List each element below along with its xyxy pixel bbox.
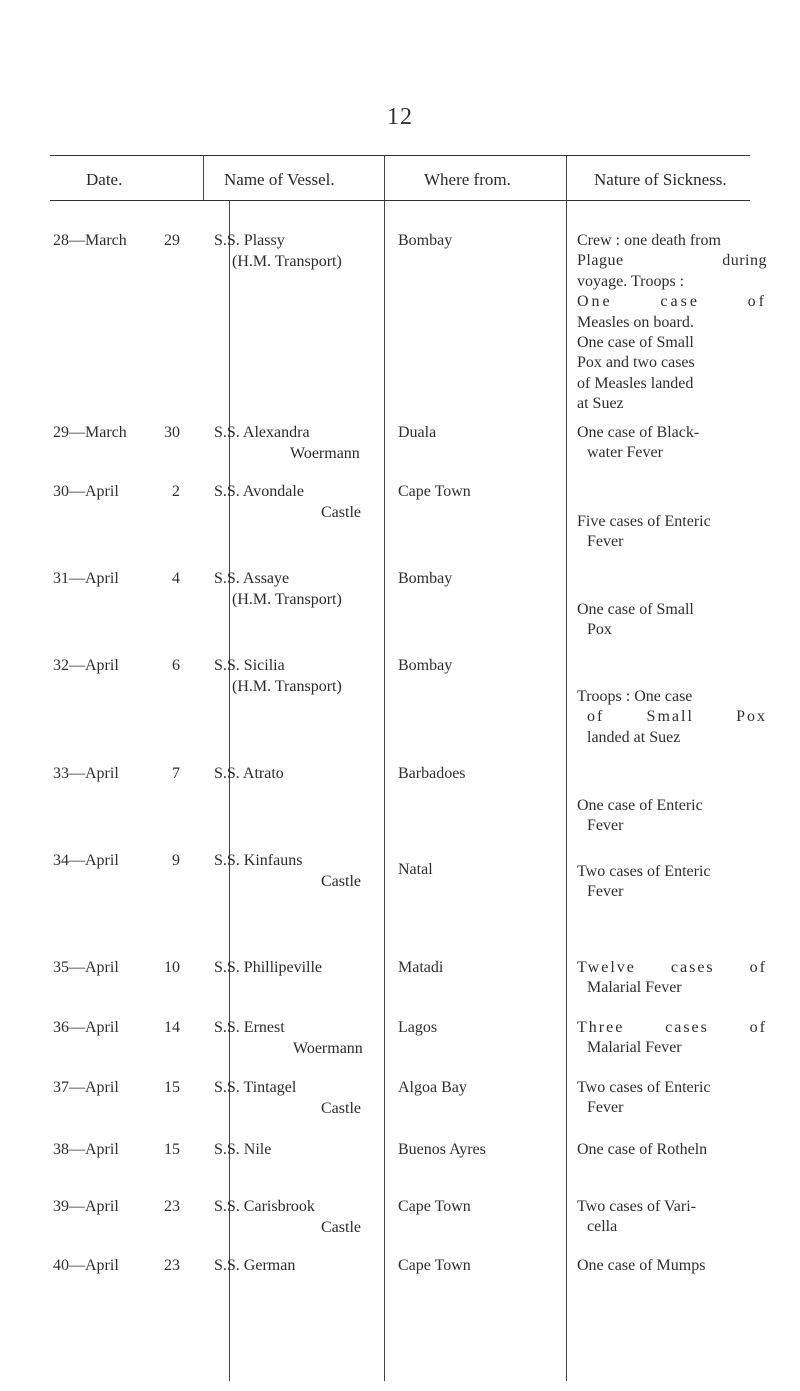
nature-of-sickness: Two cases of Enteric Fever xyxy=(577,1079,711,1117)
vessel-name-cont: Woermann xyxy=(290,445,360,462)
row-day: 4 xyxy=(172,570,180,587)
where-from: Buenos Ayres xyxy=(398,1141,486,1158)
nature-of-sickness: Two cases of Enteric Fever xyxy=(577,863,711,901)
nature-of-sickness: Three cases of Malarial Fever xyxy=(577,1019,767,1057)
vessel-name-cont: Castle xyxy=(321,1219,361,1236)
vessel-name: S.S. Tintagel xyxy=(214,1079,297,1096)
where-from: Cape Town xyxy=(398,1198,471,1215)
nature-of-sickness: One case of Mumps xyxy=(577,1257,706,1274)
vessel-name: S.S. Sicilia xyxy=(214,657,285,674)
row-day: 7 xyxy=(172,765,180,782)
where-from: Algoa Bay xyxy=(398,1079,467,1096)
nature-of-sickness: One case of Enteric Fever xyxy=(577,797,703,835)
vessel-name-cont: Woermann xyxy=(293,1040,363,1057)
row-number-month: 28—March xyxy=(53,232,127,249)
vessel-name-cont: (H.M. Transport) xyxy=(232,253,342,270)
where-from: Matadi xyxy=(398,959,444,976)
row-day: 29 xyxy=(164,232,180,249)
vessel-name-cont: Castle xyxy=(321,873,361,890)
where-from: Bombay xyxy=(398,570,453,587)
where-from: Bombay xyxy=(398,657,453,674)
vessel-name: S.S. Plassy xyxy=(214,232,285,249)
nature-of-sickness: Troops : One case of Small Pox landed at Suez xyxy=(577,688,767,746)
vessel-name-cont: Castle xyxy=(321,504,361,521)
nature-of-sickness: Twelve cases of Malarial Fever xyxy=(577,959,767,997)
nature-of-sickness: One case of Small Pox xyxy=(577,601,694,639)
header-nature: Nature of Sickness. xyxy=(594,170,727,189)
column-divider-2 xyxy=(384,156,385,200)
row-number-month: 39—April xyxy=(53,1198,119,1215)
body-divider-2 xyxy=(384,201,385,1381)
row-number-month: 33—April xyxy=(53,765,119,782)
vessel-name-cont: (H.M. Transport) xyxy=(232,678,342,695)
table-top-rule xyxy=(50,155,750,156)
nature-of-sickness: Two cases of Vari- cella xyxy=(577,1198,696,1236)
row-day: 15 xyxy=(164,1079,180,1096)
row-number-month: 31—April xyxy=(53,570,119,587)
row-number-month: 32—April xyxy=(53,657,119,674)
row-number-month: 30—April xyxy=(53,483,119,500)
row-day: 14 xyxy=(164,1019,180,1036)
where-from: Natal xyxy=(398,861,433,878)
nature-of-sickness: One case of Black- water Fever xyxy=(577,424,700,462)
vessel-name: S.S. Ernest xyxy=(214,1019,285,1036)
row-number-month: 29—March xyxy=(53,424,127,441)
nature-of-sickness: Crew : one death from Plague during voyage. Troops : One case of Measles on board. One case of Small Pox and two cases of Measles landed at Suez xyxy=(577,232,767,413)
vessel-name: S.S. Atrato xyxy=(214,765,284,782)
row-number-month: 37—April xyxy=(53,1079,119,1096)
vessel-name: S.S. Carisbrook xyxy=(214,1198,315,1215)
row-day: 10 xyxy=(164,959,180,976)
column-divider-1 xyxy=(203,156,204,200)
where-from: Lagos xyxy=(398,1019,438,1036)
vessel-name: S.S. Avondale xyxy=(214,483,304,500)
row-number-month: 36—April xyxy=(53,1019,119,1036)
header-bottom-rule xyxy=(50,200,750,201)
where-from: Duala xyxy=(398,424,437,441)
header-date: Date. xyxy=(86,170,123,189)
header-where-from: Where from. xyxy=(424,170,511,189)
row-day: 30 xyxy=(164,424,180,441)
row-day: 23 xyxy=(164,1198,180,1215)
row-number-month: 35—April xyxy=(53,959,119,976)
vessel-name: S.S. German xyxy=(214,1257,296,1274)
vessel-name: S.S. Kinfauns xyxy=(214,852,303,869)
row-day: 9 xyxy=(172,852,180,869)
row-day: 2 xyxy=(172,483,180,500)
vessel-name: S.S. Nile xyxy=(214,1141,272,1158)
vessel-name: S.S. Assaye xyxy=(214,570,290,587)
vessel-name-cont: (H.M. Transport) xyxy=(232,591,342,608)
where-from: Cape Town xyxy=(398,483,471,500)
vessel-name: S.S. Alexandra xyxy=(214,424,310,441)
row-day: 23 xyxy=(164,1257,180,1274)
page-number: 12 xyxy=(387,104,413,130)
where-from: Cape Town xyxy=(398,1257,471,1274)
header-vessel: Name of Vessel. xyxy=(224,170,335,189)
row-day: 15 xyxy=(164,1141,180,1158)
nature-of-sickness: One case of Rotheln xyxy=(577,1141,708,1158)
vessel-name: S.S. Phillipeville xyxy=(214,959,323,976)
nature-of-sickness: Five cases of Enteric Fever xyxy=(577,513,711,551)
row-day: 6 xyxy=(172,657,180,674)
body-divider-3 xyxy=(566,201,567,1381)
row-number-month: 40—April xyxy=(53,1257,119,1274)
row-number-month: 34—April xyxy=(53,852,119,869)
column-divider-3 xyxy=(566,156,567,200)
where-from: Bombay xyxy=(398,232,453,249)
row-number-month: 38—April xyxy=(53,1141,119,1158)
vessel-name-cont: Castle xyxy=(321,1100,361,1117)
where-from: Barbadoes xyxy=(398,765,466,782)
